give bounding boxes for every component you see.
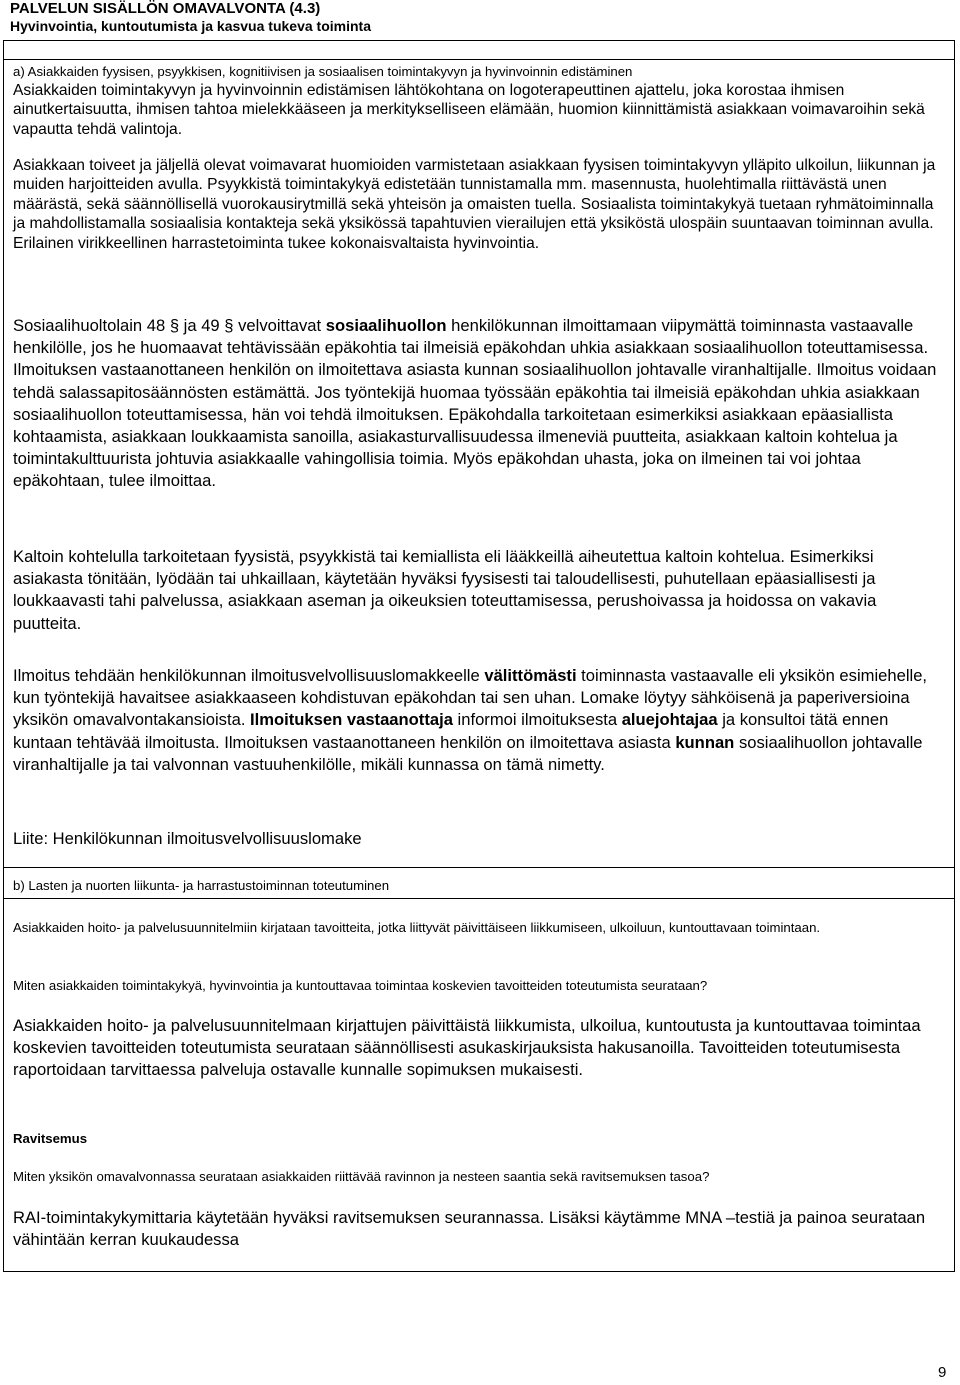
- bold-term: kunnan: [675, 732, 735, 752]
- paragraph-functional-capacity: Asiakkaan toiveet ja jäljellä olevat voimavarat huomioiden varmistetaan asiakkaan fyysisen toimintakyvyn ylläpito ulkoilun, liikunnan ja muiden harjoitteiden avulla. Psyykkistä toimintakykyä edistetään tunnistamalla mm. masennusta, huolehtimalla riittävästä unen määrästä, sekä säännöllisellä vuorokausirytmillä sekä yhteisön ja omaisten tuella. Sosiaalista toimintakykyä tuetaan ryhmätoiminnalla ja mahdollistamalla sosiaalisia kontakteja sekä yksikössä tapahtuvien vierailujen että yksiköstä ulospäin suuntaavan toiminnan avulla. Erilainen virikkeellinen harrastetoiminta tukee kokonaisvaltaista hyvinvointia.: [13, 157, 936, 252]
- paragraph-notification: Ilmoitus tehdään henkilökunnan ilmoitusvelvollisuuslomakkeelle välittömästi toiminnasta vastaavalle eli yksikön esimiehelle, kun työntekijä havaitsee asiakkaaseen kohdistuvan epäkohdan tai sen uhan. Lomake löytyy sähköisenä ja paperiversioina yksikön omavalvontakansioista. Ilmoituksen vastaanottaja informoi ilmoituksesta aluejohtajaa ja konsultoi tätä ennen kuntaan tehtävää ilmoitusta. Ilmoituksen vastaanottaneen henkilön on ilmoitettava asiasta kunnan sosiaalihuollon johtavalle viranhaltijalle ja tai valvonnan vastuuhenkilölle, mikäli kunnassa on tämä nimetty.: [13, 666, 928, 774]
- nutrition-heading: Ravitsemus: [13, 1131, 88, 1146]
- page-header: [10, 0, 950, 35]
- nutrition-question: Miten yksikön omavalvonnassa seurataan asiakkaiden riittävää ravinnon ja nesteen saantia sekä ravitsemuksen tasoa?: [13, 1169, 710, 1184]
- content-frame: [3, 40, 955, 1272]
- section-a-heading: a) Asiakkaiden fyysisen, psyykkisen, kognitiivisen ja sosiaalisen toimintakyvyn ja hyvinvoinnin edistäminen: [13, 64, 633, 79]
- section-b-text: Asiakkaiden hoito- ja palvelusuunnitelmiin kirjataan tavoitteita, jotka liittyvät päivittäiseen liikkumiseen, ulkoiluun, kuntouttavaan toimintaan.: [13, 920, 821, 935]
- section-b-heading: b) Lasten ja nuorten liikunta- ja harrastustoiminnan toteutuminen: [13, 878, 390, 893]
- bold-term: Ilmoituksen vastaanottaja: [250, 710, 453, 730]
- nutrition-answer: RAI-toimintakykymittaria käytetään hyväksi ravitsemuksen seurannassa. Lisäksi käytämme MNA –testiä ja painoa seurataan vähintään kerran kuukaudessa: [13, 1208, 926, 1250]
- paragraph-mistreatment: Kaltoin kohtelulla tarkoitetaan fyysistä, psyykkistä tai kemiallista eli lääkkeillä aiheutettua kaltoin kohtelua. Esimerkiksi asiakasta tönitään, lyödään tai uhkaillaan, käytetään hyväksi fyysisesti tai taloudellisesti, puhutellaan epäasiallisesti ja loukkaavasti tahi palvelussa, asiakkaan aseman ja oikeuksien toteuttamisessa, perushoivassa ja hoidossa on vakavia puutteita.: [13, 547, 877, 633]
- attachment-reference: Liite: Henkilökunnan ilmoitusvelvollisuuslomake: [13, 829, 362, 848]
- page-number: 9: [938, 1364, 947, 1381]
- page-title: PALVELUN SISÄLLÖN OMAVALVONTA (4.3): [10, 0, 321, 17]
- bold-term: aluejohtajaa: [621, 710, 718, 730]
- page-subtitle: Hyvinvointia, kuntoutumista ja kasvua tukeva toiminta: [10, 18, 371, 34]
- paragraph-logotherapy: Asiakkaiden toimintakyvyn ja hyvinvoinnin edistämisen lähtökohtana on logoterapeuttinen ajattelu, joka korostaa ihmisen ainutkertaisuutta, ihmisen tahtoa mielekkääseen ja merkitykselliseen elämään, huomion kiinnittämistä asiakkaan voimavaroihin sekä vapautta tehdä valintoja.: [13, 82, 925, 138]
- paragraph-reporting-duty: Sosiaalihuoltolain 48 § ja 49 § velvoittavat sosiaalihuollon henkilökunnan ilmoittamaan viipymättä toiminnasta vastaavalle henkilölle, jos he huomaavat tehtävissään epäkohtia tai ilmeisiä epäkohdan uhkia asiakkaan sosiaalihuollon toteuttamisessa. Ilmoituksen vastaanottaneen henkilön on ilmoitettava asiasta kunnan sosiaalihuollon johtavalle viranhaltijalle. Ilmoitus voidaan tehdä salassapitosäännösten estämättä. Jos työntekijä huomaa työssään epäkohtia tai ilmeisiä epäkohdan uhkia asiakkaan sosiaalihuollon toteuttamisessa, hän voi tehdä ilmoituksen. Epäkohdalla tarkoitetaan esimerkiksi asiakkaan epäasiallista kohtaamista, asiakkaan loukkaamista sanoilla, asiakasturvallisuudessa ilmeneviä puutteita, asiakkaan kaltoin kohtelua ja toimintakulttuurista johtuvia asiakkaalle vahingollisia toimia. Myös epäkohdan uhasta, joka on ilmeinen tai voi johtaa epäkohtaan, tulee ilmoittaa.: [13, 316, 937, 491]
- bold-term: sosiaalihuollon: [325, 316, 447, 335]
- follow-up-answer: Asiakkaiden hoito- ja palvelusuunnitelmaan kirjattujen päivittäistä liikkumista, ulkoilua, kuntoutusta ja kuntouttavaa toimintaa koskevien tavoitteiden toteutumista seurataan säännöllisesti asukaskirjauksista hakusanoilla. Tavoitteiden toteutumisesta raportoidaan tarvittaessa palveluja ostavalle kunnalle sopimuksen mukaisesti.: [13, 1016, 921, 1080]
- divider: [4, 867, 954, 868]
- divider: [4, 59, 954, 60]
- bold-term: välittömästi: [484, 666, 577, 685]
- follow-up-question: Miten asiakkaiden toimintakykyä, hyvinvointia ja kuntouttavaa toimintaa koskevien tavoitteiden toteutumista seurataan?: [13, 978, 708, 993]
- divider: [4, 898, 954, 899]
